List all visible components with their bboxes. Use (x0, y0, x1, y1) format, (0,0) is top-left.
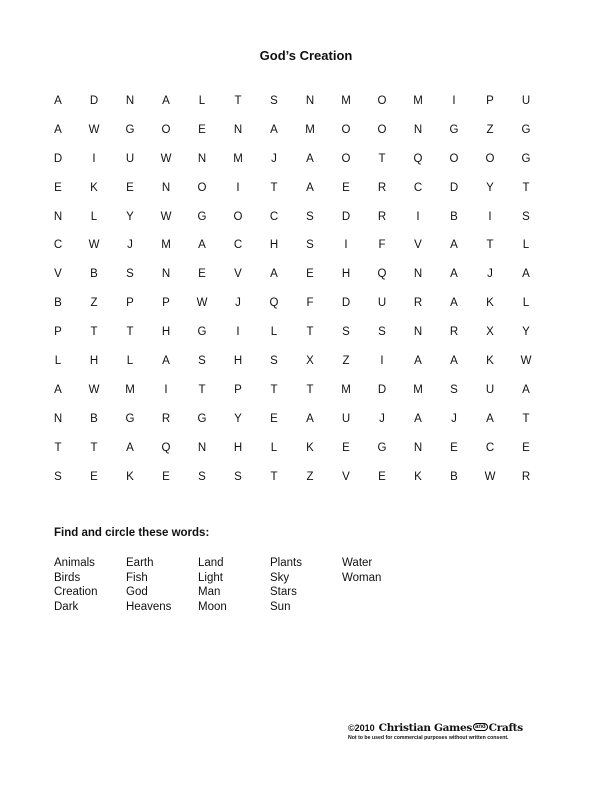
grid-letter[interactable]: O (161, 123, 171, 136)
grid-letter[interactable]: A (126, 441, 134, 454)
grid-letter[interactable]: E (90, 470, 98, 483)
page-title: God’s Creation (259, 48, 353, 63)
grid-letter[interactable]: B (54, 297, 62, 310)
grid-letter[interactable]: N (413, 326, 423, 339)
grid-letter[interactable]: L (126, 355, 134, 368)
grid-letter[interactable]: E (126, 181, 134, 194)
grid-letter[interactable]: T (90, 441, 98, 454)
grid-letter[interactable]: O (449, 152, 459, 165)
grid-row (40, 151, 544, 180)
grid-letter[interactable]: B (450, 210, 458, 223)
grid-letter[interactable]: I (92, 152, 96, 165)
footer-brand-line (348, 722, 558, 734)
word-column (54, 556, 126, 614)
grid-letter[interactable]: P (54, 326, 62, 339)
grid-letter[interactable]: A (270, 123, 278, 136)
grid-letter[interactable]: N (161, 181, 171, 194)
grid-letter[interactable]: R (377, 210, 387, 223)
grid-letter[interactable]: T (198, 383, 206, 396)
grid-letter[interactable]: T (90, 326, 98, 339)
grid-letter[interactable]: T (270, 470, 278, 483)
grid-letter[interactable]: A (450, 239, 458, 252)
grid-letter[interactable]: C (413, 181, 423, 194)
grid-letter[interactable]: A (306, 152, 314, 165)
grid-letter[interactable]: N (413, 268, 423, 281)
grid-letter[interactable]: E (522, 441, 530, 454)
grid-letter[interactable]: S (378, 326, 386, 339)
grid-letter[interactable]: W (88, 383, 100, 396)
grid-letter[interactable]: G (521, 152, 531, 165)
grid-letter[interactable]: A (270, 268, 278, 281)
grid-letter[interactable]: O (377, 95, 387, 107)
grid-letter[interactable]: V (234, 268, 242, 281)
grid-letter[interactable]: J (235, 297, 241, 310)
brand-logo-and: and (474, 724, 486, 730)
grid-letter[interactable]: D (53, 152, 63, 165)
grid-letter[interactable]: K (486, 297, 494, 310)
word-list-item: Creation (54, 586, 98, 598)
grid-letter[interactable]: A (522, 268, 530, 281)
word-list-item: Stars (270, 586, 297, 598)
grid-letter[interactable]: I (452, 95, 456, 107)
grid-letter[interactable]: I (416, 210, 420, 223)
word-list-item: Woman (342, 571, 382, 584)
grid-letter[interactable]: U (125, 152, 135, 165)
word-column (342, 556, 414, 614)
grid-letter[interactable]: Z (486, 123, 494, 136)
word-list-item: Earth (126, 557, 154, 569)
grid-letter[interactable]: S (270, 95, 278, 107)
word-list-item: Plants (270, 557, 302, 569)
grid-letter[interactable]: W (88, 239, 100, 252)
grid-letter[interactable]: H (161, 326, 171, 339)
grid-letter[interactable]: B (450, 470, 458, 483)
grid-row (40, 353, 544, 382)
copyright-footer (348, 722, 558, 741)
grid-letter[interactable]: X (486, 326, 494, 339)
grid-letter[interactable]: M (341, 383, 351, 396)
grid-letter[interactable]: S (306, 239, 314, 252)
grid-letter[interactable]: Z (306, 470, 314, 483)
grid-row (40, 180, 544, 209)
grid-letter[interactable]: Y (486, 181, 494, 194)
grid-letter[interactable]: S (342, 326, 350, 339)
grid-letter[interactable]: T (270, 181, 278, 194)
grid-letter[interactable]: C (485, 441, 495, 454)
grid-letter[interactable]: G (197, 412, 207, 425)
grid-letter[interactable]: G (197, 210, 207, 223)
grid-letter[interactable]: A (198, 239, 206, 252)
grid-letter[interactable]: T (378, 152, 386, 165)
grid-letter[interactable]: F (378, 239, 386, 252)
grid-letter[interactable]: W (196, 297, 208, 310)
grid-letter[interactable]: U (485, 383, 495, 396)
grid-letter[interactable]: K (486, 355, 494, 368)
grid-row (40, 324, 544, 353)
grid-letter[interactable]: A (54, 383, 62, 396)
brand-logo-part2: Crafts (488, 722, 523, 734)
word-list-item: Man (198, 586, 221, 598)
word-list-item: Dark (54, 600, 79, 613)
grid-letter[interactable]: A (54, 95, 62, 107)
grid-letter[interactable]: A (306, 412, 314, 425)
grid-letter[interactable]: A (162, 355, 170, 368)
grid-letter[interactable]: H (233, 355, 243, 368)
grid-letter[interactable]: T (522, 412, 530, 425)
grid-letter[interactable]: U (377, 297, 387, 310)
grid-letter[interactable]: T (306, 326, 314, 339)
grid-letter[interactable]: W (160, 152, 172, 165)
grid-letter[interactable]: P (126, 297, 134, 310)
grid-letter[interactable]: G (377, 441, 387, 454)
grid-letter[interactable]: V (414, 239, 422, 252)
grid-letter[interactable]: D (341, 297, 351, 310)
grid-letter[interactable]: A (54, 123, 62, 136)
word-list-item: Light (198, 571, 223, 584)
grid-letter[interactable]: S (306, 210, 314, 223)
grid-row (40, 93, 544, 122)
grid-letter[interactable]: D (377, 383, 387, 396)
grid-letter[interactable]: E (54, 181, 62, 194)
word-list-item: Fish (126, 571, 148, 584)
grid-letter[interactable]: E (342, 181, 350, 194)
grid-letter[interactable]: Q (413, 152, 423, 165)
grid-letter[interactable]: D (341, 210, 351, 223)
grid-letter[interactable]: C (53, 239, 63, 252)
grid-letter[interactable]: R (161, 412, 171, 425)
word-list-item: Sky (270, 571, 290, 584)
grid-letter[interactable]: V (342, 470, 350, 483)
grid-letter[interactable]: H (233, 441, 243, 454)
grid-letter[interactable]: A (450, 355, 458, 368)
grid-letter[interactable]: R (449, 326, 459, 339)
grid-letter[interactable]: E (342, 441, 350, 454)
grid-letter[interactable]: K (414, 470, 422, 483)
grid-letter[interactable]: J (451, 412, 457, 425)
grid-letter[interactable]: S (198, 355, 206, 368)
grid-letter[interactable]: W (484, 470, 496, 483)
grid-letter[interactable]: A (414, 412, 422, 425)
grid-letter[interactable]: Q (269, 297, 279, 310)
grid-letter[interactable]: N (161, 268, 171, 281)
grid-letter[interactable]: G (197, 326, 207, 339)
grid-letter[interactable]: N (125, 95, 135, 107)
grid-letter[interactable]: Q (161, 441, 171, 454)
word-list-item: Land (198, 557, 224, 569)
grid-letter[interactable]: N (53, 210, 63, 223)
grid-row (40, 122, 544, 151)
grid-letter[interactable]: G (125, 412, 135, 425)
grid-letter[interactable]: Y (234, 412, 242, 425)
word-list-item: Water (342, 557, 373, 569)
grid-letter[interactable]: M (413, 383, 423, 396)
grid-letter[interactable]: J (379, 412, 385, 425)
grid-letter[interactable]: I (344, 239, 348, 252)
grid-letter[interactable]: K (126, 470, 134, 483)
grid-letter[interactable]: K (90, 181, 98, 194)
grid-letter[interactable]: W (520, 355, 532, 368)
grid-letter[interactable]: S (234, 470, 242, 483)
grid-letter[interactable]: K (306, 441, 314, 454)
grid-letter[interactable]: S (126, 268, 134, 281)
grid-letter[interactable]: N (197, 441, 207, 454)
grid-letter[interactable]: O (485, 152, 495, 165)
grid-letter[interactable]: T (306, 383, 314, 396)
grid-letter[interactable]: U (341, 412, 351, 425)
grid-letter[interactable]: I (236, 181, 240, 194)
grid-letter[interactable]: I (488, 210, 492, 223)
grid-letter[interactable]: I (380, 355, 384, 368)
grid-letter[interactable]: N (233, 123, 243, 136)
grid-letter[interactable]: I (164, 383, 168, 396)
grid-letter[interactable]: Z (342, 355, 350, 368)
grid-letter[interactable]: H (269, 239, 279, 252)
grid-letter[interactable]: N (413, 441, 423, 454)
grid-letter[interactable]: N (197, 152, 207, 165)
word-list-item: Sun (270, 600, 291, 613)
grid-row (40, 266, 544, 295)
grid-row (40, 237, 544, 266)
grid-letter[interactable]: E (306, 268, 314, 281)
word-list-item: Heavens (126, 600, 172, 613)
grid-letter[interactable]: M (233, 152, 243, 165)
grid-letter[interactable]: H (341, 268, 351, 281)
word-search-grid (40, 93, 544, 497)
word-column (270, 556, 342, 614)
grid-letter[interactable]: N (53, 412, 63, 425)
grid-letter[interactable]: A (486, 412, 494, 425)
copyright-year: ©2010 (348, 723, 375, 733)
grid-letter[interactable]: A (414, 355, 422, 368)
grid-letter[interactable]: J (127, 239, 133, 252)
grid-letter[interactable]: A (306, 181, 314, 194)
word-list-item: Birds (54, 571, 81, 584)
grid-letter[interactable]: E (198, 123, 206, 136)
grid-letter[interactable]: S (270, 355, 278, 368)
grid-letter[interactable]: E (162, 470, 170, 483)
grid-letter[interactable]: V (54, 268, 62, 281)
grid-letter[interactable]: Y (126, 210, 134, 223)
grid-letter[interactable]: O (197, 181, 207, 194)
grid-row (40, 382, 544, 411)
grid-letter[interactable]: I (236, 326, 240, 339)
grid-letter[interactable]: E (450, 441, 458, 454)
word-column (126, 556, 198, 614)
grid-letter[interactable]: W (88, 123, 100, 136)
grid-letter[interactable]: D (449, 181, 459, 194)
grid-letter[interactable]: T (234, 95, 242, 107)
grid-letter[interactable]: C (269, 210, 279, 223)
grid-letter[interactable]: W (160, 210, 172, 223)
grid-letter[interactable]: E (198, 268, 206, 281)
grid-letter[interactable]: J (487, 268, 493, 281)
grid-row (40, 469, 544, 498)
grid-letter[interactable]: R (377, 181, 387, 194)
grid-letter[interactable]: C (233, 239, 243, 252)
grid-letter[interactable]: A (522, 383, 530, 396)
grid-letter[interactable]: T (54, 441, 62, 454)
grid-letter[interactable]: Y (522, 326, 530, 339)
instructions-heading: Find and circle these words: (54, 527, 210, 539)
grid-letter[interactable]: B (90, 268, 98, 281)
word-list (54, 556, 414, 614)
grid-letter[interactable]: L (270, 326, 278, 339)
grid-letter[interactable]: A (450, 297, 458, 310)
word-list-item: Moon (198, 600, 227, 613)
grid-letter[interactable]: X (306, 355, 314, 368)
grid-letter[interactable]: J (271, 152, 277, 165)
grid-letter[interactable]: H (89, 355, 99, 368)
brand-logo-part1: Christian Games (378, 722, 472, 734)
grid-letter[interactable]: E (378, 470, 386, 483)
grid-letter[interactable]: S (522, 210, 530, 223)
grid-letter[interactable]: M (341, 95, 351, 107)
grid-letter[interactable]: T (522, 181, 530, 194)
grid-letter[interactable]: O (377, 123, 387, 136)
grid-letter[interactable]: O (233, 210, 243, 223)
word-column (198, 556, 270, 614)
grid-letter[interactable]: P (162, 297, 170, 310)
grid-letter[interactable]: U (521, 95, 531, 107)
grid-letter[interactable]: M (161, 239, 171, 252)
grid-letter[interactable]: E (270, 412, 278, 425)
grid-letter[interactable]: L (54, 355, 62, 368)
grid-letter[interactable]: A (162, 95, 170, 107)
grid-letter[interactable]: T (486, 239, 494, 252)
usage-note: Not to be used for commercial purposes without written consent. (348, 735, 509, 741)
grid-letter[interactable]: R (413, 297, 423, 310)
grid-letter[interactable]: P (234, 383, 242, 396)
grid-letter[interactable]: D (89, 95, 99, 107)
word-list-item: God (126, 586, 148, 598)
grid-row (40, 411, 544, 440)
grid-letter[interactable]: G (449, 123, 459, 136)
grid-letter[interactable]: Q (377, 268, 387, 281)
grid-letter[interactable]: N (413, 123, 423, 136)
grid-letter[interactable]: R (521, 470, 531, 483)
grid-letter[interactable]: S (450, 383, 458, 396)
grid-letter[interactable]: A (450, 268, 458, 281)
grid-letter[interactable]: P (486, 95, 494, 107)
grid-letter[interactable]: O (341, 123, 351, 136)
grid-letter[interactable]: S (198, 470, 206, 483)
grid-letter[interactable]: L (270, 441, 278, 454)
grid-letter[interactable]: M (125, 383, 135, 396)
grid-letter[interactable]: T (126, 326, 134, 339)
grid-letter[interactable]: L (522, 297, 530, 310)
grid-letter[interactable]: L (198, 95, 206, 107)
grid-letter[interactable]: B (90, 412, 98, 425)
grid-row (40, 295, 544, 324)
grid-letter[interactable]: Z (90, 297, 98, 310)
grid-row (40, 209, 544, 238)
word-list-item: Animals (54, 557, 95, 569)
grid-letter[interactable]: G (521, 123, 531, 136)
grid-letter[interactable]: L (522, 239, 530, 252)
grid-row (40, 440, 544, 469)
grid-letter[interactable]: N (305, 95, 315, 107)
grid-letter[interactable]: F (306, 297, 314, 310)
grid-letter[interactable]: S (54, 470, 62, 483)
grid-letter[interactable]: L (90, 210, 98, 223)
grid-letter[interactable]: O (341, 152, 351, 165)
grid-letter[interactable]: G (125, 123, 135, 136)
grid-letter[interactable]: M (305, 123, 315, 136)
grid-letter[interactable]: M (413, 95, 423, 107)
grid-letter[interactable]: T (270, 383, 278, 396)
